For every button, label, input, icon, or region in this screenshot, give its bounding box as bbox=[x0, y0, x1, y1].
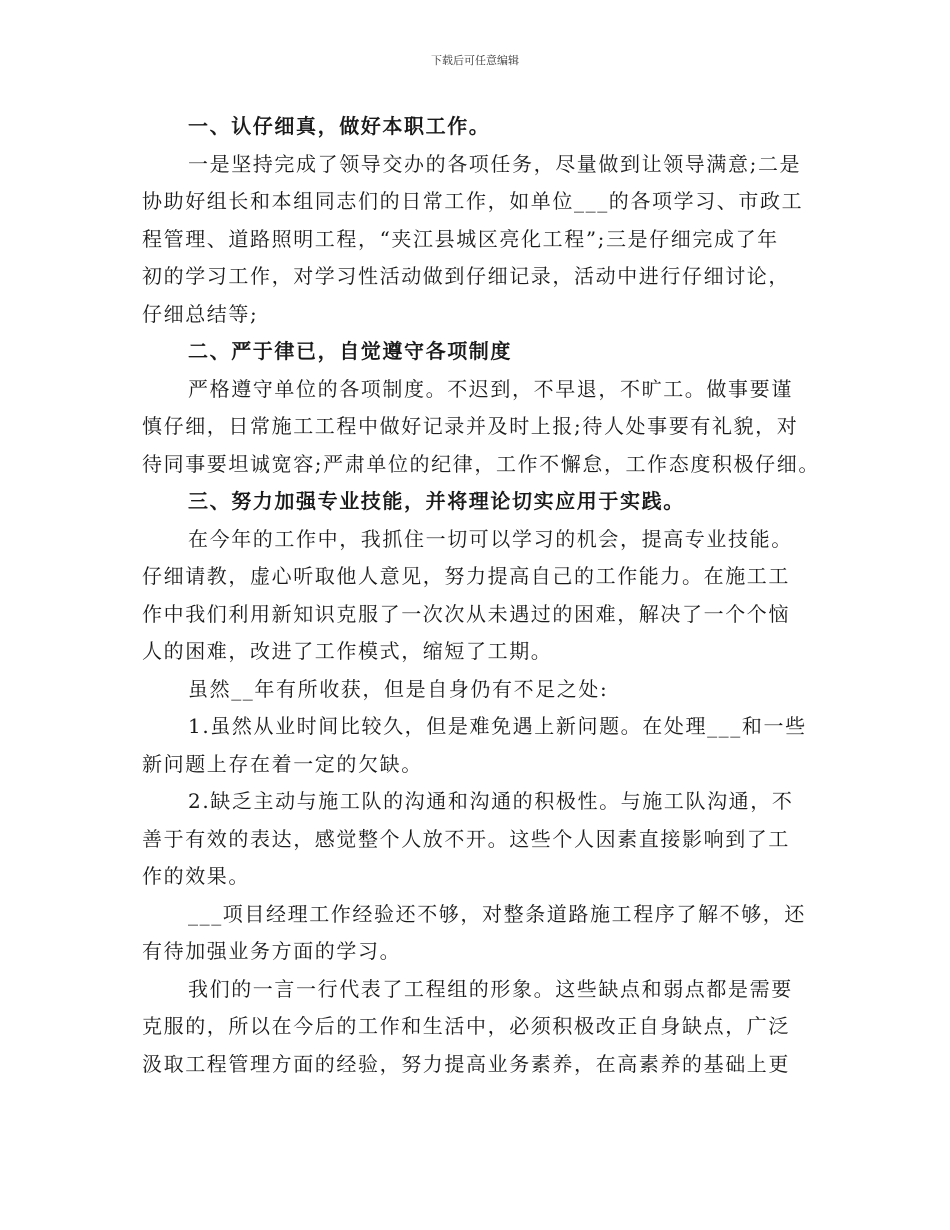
document-body bbox=[142, 108, 822, 1083]
text-line: 慎仔细，日常施工工程中做好记录并及时上报;待人处事要有礼貌，对 bbox=[142, 414, 799, 438]
text-line: 初的学习工作，对学习性活动做到仔细记录，活动中进行仔细讨论， bbox=[142, 264, 790, 288]
text-line: 仔细请教，虚心听取他人意见，努力提高自己的工作能力。在施工工 bbox=[142, 564, 790, 588]
text-line: 克服的，所以在今后的工作和生活中，必须积极改正自身缺点，广泛 bbox=[142, 1014, 790, 1038]
text-line: 程管理、道路照明工程，“夹江县城区亮化工程”;三是仔细完成了年 bbox=[142, 226, 779, 251]
section-heading: 二、严于律已，自觉遵守各项制度 bbox=[188, 339, 512, 363]
text-line: 虽然__年有所收获，但是自身仍有不足之处: bbox=[188, 676, 609, 701]
text-line: 2.缺乏主动与施工队的沟通和沟通的积极性。与施工队沟通，不 bbox=[188, 789, 794, 813]
text-line: 汲取工程管理方面的经验，努力提高业务素养，在高素养的基础上更 bbox=[142, 1051, 790, 1076]
text-line: 严格遵守单位的各项制度。不迟到，不早退，不旷工。做事要谨 bbox=[188, 376, 793, 401]
text-line: 一是坚持完成了领导交办的各项任务，尽量做到让领导满意;二是 bbox=[188, 151, 802, 176]
text-line: 我们的一言一行代表了工程组的形象。这些缺点和弱点都是需要 bbox=[188, 976, 793, 1001]
text-line: 人的困难，改进了工作模式，缩短了工期。 bbox=[142, 639, 553, 663]
text-line: 待同事要坦诚宽容;严肃单位的纪律，工作不懈怠，工作态度积极仔细。 bbox=[142, 451, 820, 476]
text-line: 新问题上存在着一定的欠缺。 bbox=[142, 751, 423, 776]
text-line: 有待加强业务方面的学习。 bbox=[142, 939, 402, 963]
text-line: 作中我们利用新知识克服了一次次从未遇过的困难，解决了一个个恼 bbox=[142, 601, 790, 626]
section-heading: 三、努力加强专业技能，并将理论切实应用于实践。 bbox=[188, 489, 685, 513]
text-line: 仔细总结等; bbox=[142, 301, 259, 326]
text-line: 1.虽然从业时间比较久，但是难免遇上新问题。在处理___和一些 bbox=[188, 714, 807, 738]
text-line: 在今年的工作中，我抓住一切可以学习的机会，提高专业技能。 bbox=[188, 526, 793, 551]
text-line: ___项目经理工作经验还不够，对整条道路施工程序了解不够，还 bbox=[188, 901, 806, 926]
page-header: 下载后可任意编辑 bbox=[431, 54, 519, 67]
text-line: 作的效果。 bbox=[142, 864, 250, 888]
text-line: 协助好组长和本组同志们的日常工作，如单位___的各项学习、市政工 bbox=[142, 189, 804, 213]
text-line: 善于有效的表达，感觉整个人放不开。这些个人因素直接影响到了工 bbox=[142, 826, 790, 851]
section-heading: 一、认仔细真，做好本职工作。 bbox=[188, 114, 491, 138]
